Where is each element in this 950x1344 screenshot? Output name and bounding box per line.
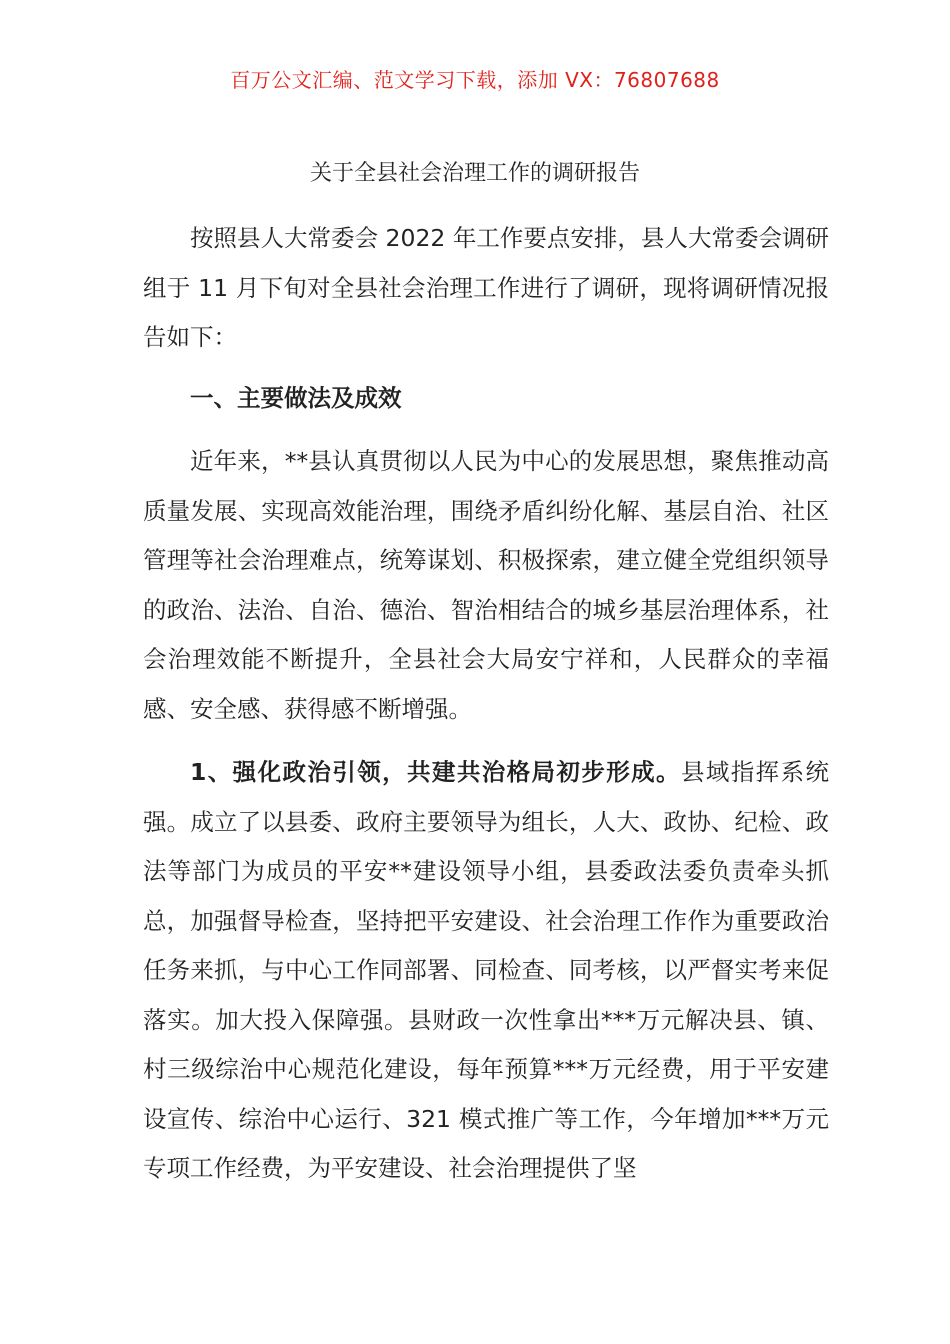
section-paragraph: 近年来，**县认真贯彻以人民为中心的发展思想，聚焦推动高质量发展、实现高效能治理，围绕矛盾纠纷化解、基层自治、社区管理等社会治理难点，统筹谋划、积极探索，建立健全党组织领导的政治、法治、自治、德治、智治相结合的城乡基层治理体系，社会治理效能不断提升，全县社会大局安宁祥和，人民群众的幸福感、安全感、获得感不断增强。 bbox=[143, 447, 829, 723]
intro-paragraph: 按照县人大常委会 2022 年工作要点安排，县人大常委会调研组于 11 月下旬对全县社会治理工作进行了调研，现将调研情况报告如下： bbox=[143, 224, 829, 351]
point-paragraph bbox=[143, 748, 829, 1194]
page-title: 关于全县社会治理工作的调研报告 bbox=[309, 161, 640, 186]
point-lead: 1、强化政治引领，共建共治格局初步形成。 bbox=[190, 758, 681, 786]
watermark-banner: 百万公文汇编、范文学习下载，添加 VX：76807688 bbox=[230, 68, 720, 92]
point-body: 县域指挥系统强。成立了以县委、政府主要领导为组长，人大、政协、纪检、政法等部门为成员的平安**建设领导小组，县委政法委负责牵头抓总，加强督导检查，坚持把平安建设、社会治理工作作为重要政治任务来抓，与中心工作同部署、同检查、同考核，以严督实考来促落实。加大投入保障强。县财政一次性拿出***万元解决县、镇、村三级综治中心规范化建设，每年预算***万元经费，用于平安建设宣传、综治中心运行、321 模式推广等工作，今年增加***万元专项工作经费，为平安建设、社会治理提供了坚 bbox=[143, 758, 829, 1182]
section-heading: 一、主要做法及成效 bbox=[190, 384, 402, 412]
